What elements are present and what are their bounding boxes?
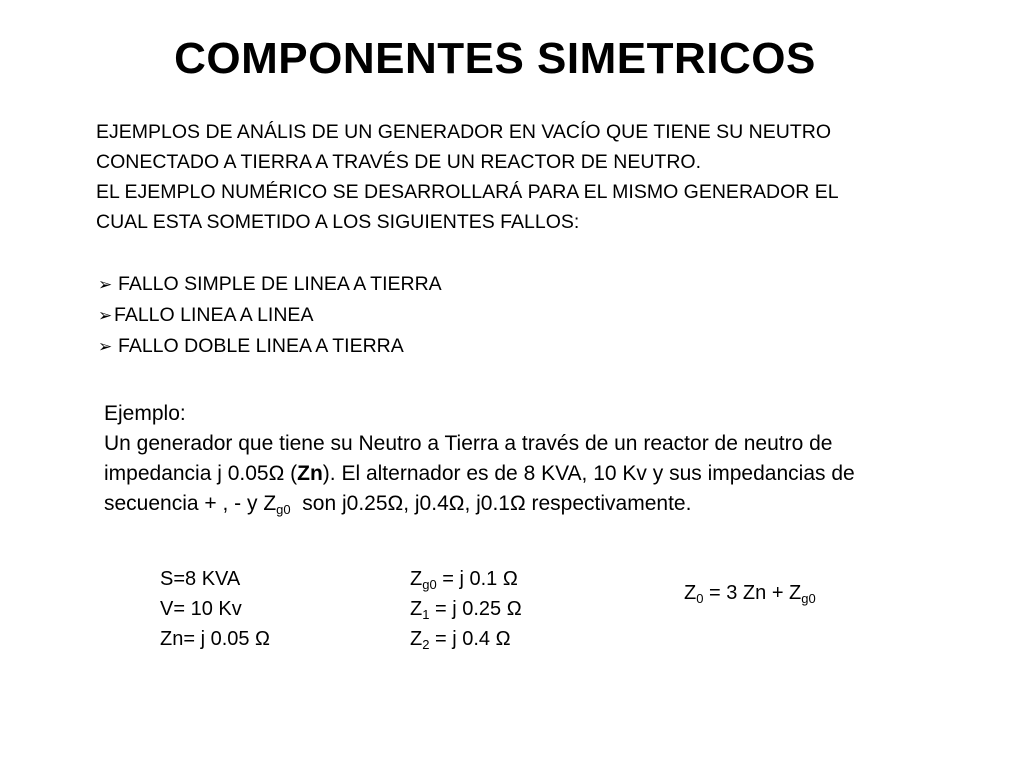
- z0-formula: $Z_0 = 3$ $Zn + Z_{g0}$: [684, 582, 816, 606]
- arrow-bullet-icon: ➢: [98, 337, 113, 356]
- arrow-bullet-icon: ➢: [98, 275, 113, 294]
- given-s: S=8 KVA: [160, 568, 241, 590]
- impedance-z2: $Z_2 = j$ 0.4 Ω: [410, 628, 511, 652]
- list-item: [98, 300, 442, 331]
- page-title: COMPONENTES SIMETRICOS: [174, 34, 816, 83]
- example-line-1: Un generador que tiene su Neutro a Tierra a través de un reactor de neutro de: [104, 432, 833, 455]
- given-v: V= 10 Kv: [160, 598, 242, 620]
- intro-text: [96, 117, 926, 237]
- impedance-z1: $Z_1 = j$ 0.25 Ω: [410, 598, 522, 622]
- example-line-3: secuencia + , - y $Z_{g0}$ son j0.25Ω, j0.4Ω, j0.1Ω respectivamente.: [104, 492, 692, 517]
- list-item-label: FALLO LINEA A LINEA: [114, 304, 314, 326]
- list-item-label: FALLO DOBLE LINEA A TIERRA: [118, 335, 404, 357]
- intro-line-4: CUAL ESTA SOMETIDO A LOS SIGUIENTES FALLOS:: [96, 211, 580, 233]
- intro-line-2: CONECTADO A TIERRA A TRAVÉS DE UN REACTOR DE NEUTRO.: [96, 151, 701, 173]
- impedance-zg0: $Z_{g0} = j$ 0.1 Ω: [410, 568, 518, 592]
- given-values: [160, 564, 270, 654]
- list-item-label: FALLO SIMPLE DE LINEA A TIERRA: [118, 273, 442, 295]
- list-item: [98, 331, 442, 362]
- impedance-values: [410, 564, 522, 654]
- fault-list: [98, 269, 442, 362]
- zn-bold: Zn: [297, 462, 323, 485]
- arrow-bullet-icon: ➢: [98, 306, 113, 325]
- example-heading: Ejemplo:: [104, 402, 186, 425]
- list-item: [98, 269, 442, 300]
- example-line-2: impedancia j 0.05Ω (Zn). El alternador es de 8 KVA, 10 Kv y sus impedancias de: [104, 462, 855, 485]
- example-block: [104, 399, 934, 519]
- intro-line-3: EL EJEMPLO NUMÉRICO SE DESARROLLARÁ PARA EL MISMO GENERADOR EL: [96, 181, 839, 203]
- given-zn: Zn= j 0.05 Ω: [160, 628, 271, 650]
- intro-line-1: EJEMPLOS DE ANÁLIS DE UN GENERADOR EN VACÍO QUE TIENE SU NEUTRO: [96, 121, 832, 143]
